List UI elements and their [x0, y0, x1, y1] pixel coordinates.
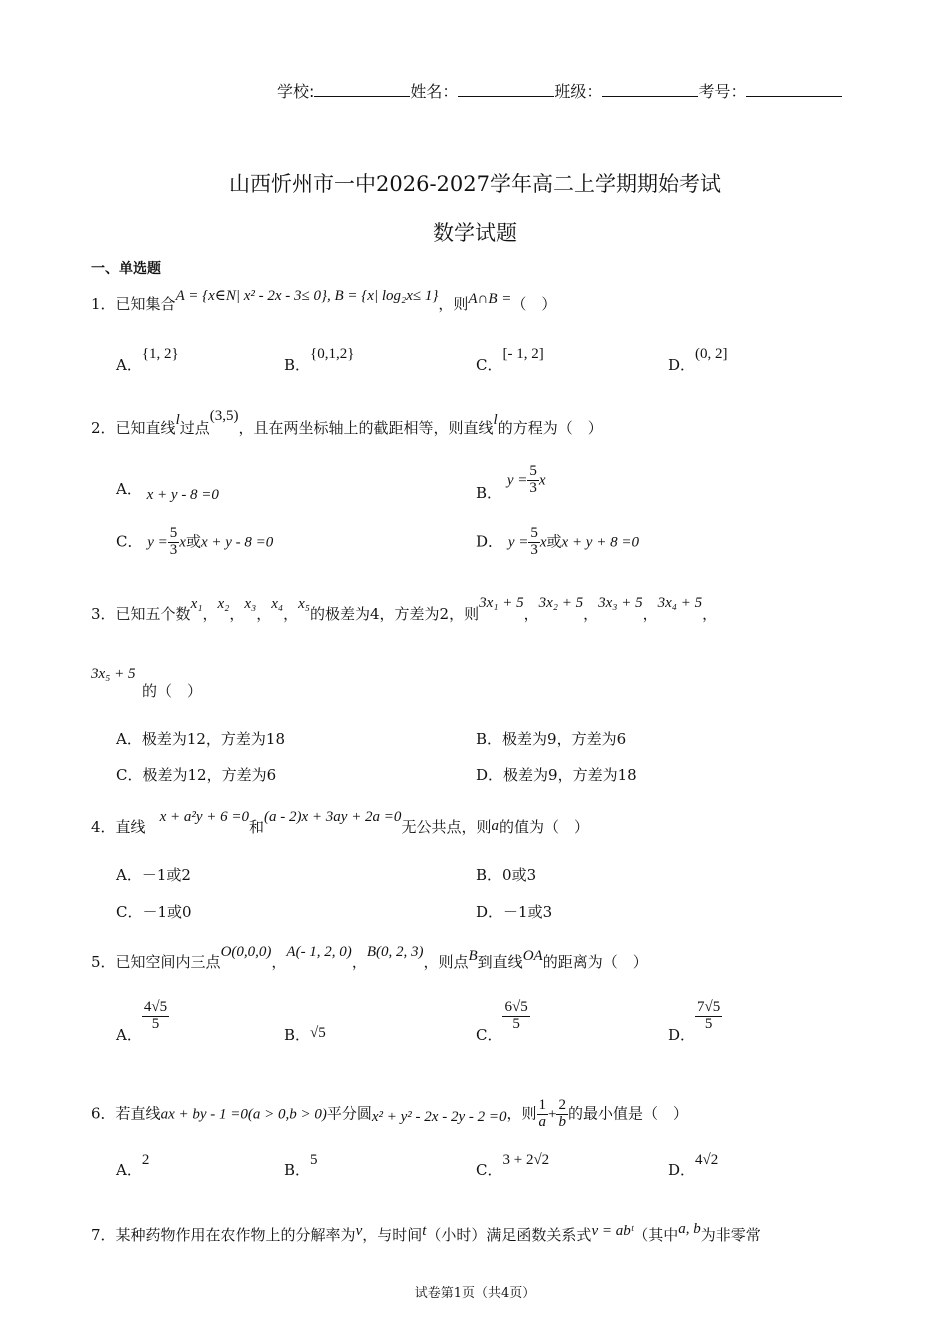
option-label: D． — [476, 903, 504, 921]
q5-text: 到直线 — [477, 953, 523, 971]
option-text: 极差为9，方差为6 — [502, 730, 627, 748]
q4-option-c[interactable] — [116, 901, 192, 922]
option-label: A． — [116, 730, 142, 748]
q5-point-o: O(0,0,0) — [220, 944, 272, 960]
q3-x4: x₄ — [271, 596, 284, 612]
q3-text: 的极差为4，方差为2，则 — [310, 605, 480, 623]
fraction-numerator: 2 — [558, 1097, 566, 1113]
q7-ab: a, b — [678, 1221, 701, 1237]
q1-option-d[interactable] — [668, 346, 728, 375]
option-label: D． — [476, 766, 504, 784]
q2-option-b[interactable] — [476, 463, 546, 503]
option-label: A． — [116, 866, 142, 884]
option-text: －1或2 — [141, 866, 191, 884]
option-label: A． — [116, 480, 142, 498]
q5-number: 5． — [91, 953, 116, 971]
option-label: C． — [476, 1026, 503, 1044]
q1-stem-post: ，则 — [438, 295, 469, 313]
option-label: C． — [116, 532, 143, 551]
option-label: B． — [476, 484, 503, 503]
q2-option-a[interactable] — [116, 478, 219, 503]
fraction-denominator: 5 — [151, 1015, 160, 1032]
q5-point-b: B(0, 2, 3) — [366, 944, 424, 960]
q6-option-a[interactable] — [116, 1152, 150, 1180]
q1-option-c[interactable] — [476, 346, 544, 375]
q3-text: 已知五个数 — [115, 605, 191, 623]
q3-expr-2: 3x₂ + 5 — [538, 595, 584, 611]
q5-option-d[interactable] — [668, 999, 722, 1044]
q4-line-1: x + a²y + 6 =0 — [159, 809, 249, 825]
q6-text: 的最小值是（ ） — [567, 1104, 688, 1123]
option-text: x + y - 8 =0 — [200, 534, 274, 551]
q3-option-c[interactable] — [116, 764, 276, 785]
q7-t: t — [422, 1223, 427, 1239]
question-6 — [91, 1098, 688, 1131]
q6-circle: x² + y² - 2x - 2y - 2 =0 — [371, 1109, 507, 1126]
page-footer: 试卷第1页（共4页） — [414, 1286, 536, 1301]
q7-text: （其中 — [633, 1226, 679, 1244]
q7-formula: v = abᵗ — [591, 1223, 634, 1239]
q1-set-b: , B = {x| log₂x≤ 1} — [327, 288, 439, 304]
option-text: √5 — [310, 1025, 326, 1041]
q3-tail: 的（ ） — [142, 682, 203, 700]
q2-text: ，且在两坐标轴上的截距相等，则直线 — [238, 419, 494, 437]
q5-text: 已知空间内三点 — [115, 953, 221, 971]
info-line — [277, 79, 842, 102]
option-text: x + y + 8 =0 — [561, 534, 639, 551]
q4-line-2: (a - 2)x + 3ay + 2a =0 — [264, 809, 402, 825]
option-label: C． — [116, 903, 143, 921]
option-text: [- 1, 2] — [502, 346, 544, 362]
q5-oa: OA — [522, 948, 543, 964]
q6-option-b[interactable] — [284, 1152, 318, 1180]
school-label: 学校: — [277, 82, 315, 101]
q1-paren: （ ） — [511, 295, 557, 313]
q2-line-l: l — [175, 412, 180, 428]
q2-number: 2． — [91, 419, 116, 437]
q1-option-b[interactable] — [284, 346, 355, 375]
q6-plus: + — [548, 1106, 557, 1123]
fraction-denominator: b — [558, 1113, 566, 1130]
q2-line-l: l — [493, 412, 498, 428]
fraction-denominator: 5 — [512, 1015, 520, 1032]
q6-text: ，则 — [506, 1104, 537, 1123]
q6-option-c[interactable] — [476, 1152, 550, 1180]
q6-line: ax + by - 1 =0(a > 0,b > 0) — [160, 1106, 327, 1123]
q3-option-b[interactable] — [476, 728, 626, 749]
q6-number: 6． — [91, 1104, 116, 1123]
name-label: 姓名： — [410, 82, 459, 101]
option-text: {0,1,2} — [310, 346, 355, 362]
q7-text: （小时）满足函数关系式 — [426, 1226, 592, 1244]
q3-number: 3． — [91, 605, 116, 623]
q3-expr: 3x₅ + 5 — [91, 666, 136, 682]
option-text: 2 — [141, 1152, 150, 1168]
fraction-numerator: 1 — [538, 1097, 546, 1113]
fraction-numerator: 4√5 — [143, 999, 168, 1015]
class-label: 班级： — [554, 82, 603, 101]
school-blank[interactable] — [314, 82, 410, 97]
q3-x1: x₁ — [190, 596, 203, 612]
fraction-denominator: 3 — [530, 541, 538, 558]
option-label: A． — [116, 1026, 142, 1044]
fraction-numerator: 5 — [169, 525, 178, 541]
q3-option-d[interactable] — [476, 764, 637, 785]
option-label: D． — [668, 1161, 696, 1179]
q2-text: 已知直线 — [115, 419, 176, 437]
option-text: －1或3 — [503, 903, 553, 921]
q3-expr-1: 3x₁ + 5 — [479, 595, 524, 611]
q1-number: 1． — [91, 295, 116, 313]
option-text: 4√2 — [695, 1152, 719, 1168]
q2-text: 的方程为（ ） — [497, 419, 603, 437]
option-text: －1或0 — [142, 903, 192, 921]
option-label: B． — [284, 1161, 311, 1179]
q3-expr-5 — [91, 664, 136, 683]
q7-text: ，与时间 — [362, 1226, 423, 1244]
option-text: x — [539, 534, 547, 551]
option-text: 0或3 — [502, 866, 537, 884]
question-4 — [91, 809, 589, 837]
q3-x5: x₅ — [298, 596, 310, 612]
q1-set-a: A = {x∈N| x² - 2x - 3≤ 0} — [175, 288, 327, 304]
option-text: x + y - 8 =0 — [146, 487, 219, 503]
q5-text: ，则点 — [423, 953, 469, 971]
question-2 — [91, 408, 603, 438]
section-heading: 一、单选题 — [91, 261, 161, 277]
option-label: B． — [476, 866, 503, 884]
class-blank[interactable] — [602, 82, 698, 97]
q6-option-d[interactable] — [668, 1152, 719, 1180]
option-text: x — [538, 472, 546, 489]
number-blank[interactable] — [746, 82, 842, 97]
q3-option-a[interactable] — [116, 728, 285, 749]
option-text: 3 + 2√2 — [502, 1152, 550, 1168]
q1-expression: A∩B = — [468, 291, 512, 307]
q4-text: 和 — [249, 818, 265, 836]
q4-text: 无公共点，则 — [401, 818, 492, 836]
question-3: 3．已知五个数x₁，x₂，x₃，x₄，x₅的极差为4，方差为2，则3x₁ + 5，3x₂ + 5，3x₃ + 5，3x₄ + 5， — [91, 595, 718, 623]
q2-option-c[interactable] — [116, 526, 273, 559]
q5-point-a: A(- 1, 2, 0) — [286, 944, 352, 960]
option-label: C． — [476, 356, 503, 374]
option-label: C． — [476, 1161, 503, 1179]
option-text: y = — [506, 472, 528, 489]
q4-text: 直线 — [115, 818, 146, 836]
fraction-denominator: 3 — [169, 541, 178, 558]
q3-expr-3: 3x₃ + 5 — [598, 595, 643, 611]
option-text: x — [179, 534, 186, 551]
q2-text: 过点 — [179, 419, 210, 437]
q4-option-b[interactable] — [476, 864, 536, 885]
fraction-denominator: 3 — [529, 479, 537, 496]
q4-text: 的值为（ ） — [498, 818, 589, 836]
q3-x3: x₃ — [244, 596, 257, 612]
q4-a: a — [491, 818, 499, 834]
q5-option-a[interactable] — [116, 999, 169, 1044]
q5-option-c[interactable] — [476, 999, 530, 1044]
q2-option-d[interactable] — [476, 526, 639, 559]
fraction-numerator: 5 — [529, 463, 537, 479]
option-text: {1, 2} — [141, 346, 179, 362]
option-label: B． — [284, 356, 311, 374]
q7-text: 为非零常 — [700, 1226, 761, 1244]
option-label: D． — [668, 356, 696, 374]
option-label: D． — [476, 532, 504, 551]
option-label: A． — [116, 356, 142, 374]
question-1 — [91, 288, 557, 314]
option-label: D． — [668, 1026, 696, 1044]
question-5: 5．已知空间内三点O(0,0,0)，A(- 1, 2, 0)，B(0, 2, 3)，则点B到直线OA的距离为（ ） — [91, 944, 648, 971]
q4-option-d[interactable] — [476, 901, 552, 922]
q1-option-a[interactable] — [116, 346, 179, 375]
q3-expr-4: 3x₄ + 5 — [657, 595, 703, 611]
question-7 — [91, 1221, 761, 1245]
option-label: B． — [476, 730, 503, 748]
option-text: y = — [507, 534, 529, 551]
q4-option-a[interactable] — [116, 864, 191, 885]
q5-b: B — [468, 948, 478, 964]
q4-number: 4． — [91, 818, 116, 836]
q6-text: 若直线 — [115, 1104, 161, 1123]
q5-option-b[interactable] — [284, 1024, 326, 1045]
page-subtitle: 数学试题 — [433, 221, 517, 245]
option-text: 5 — [310, 1152, 318, 1168]
q2-point: (3,5) — [209, 408, 239, 424]
q3-x2: x₂ — [217, 596, 230, 612]
option-text: 或 — [546, 532, 562, 551]
option-text: 极差为9，方差为18 — [503, 766, 637, 784]
page-title: 山西忻州市一中2026-2027学年高二上学期期始考试 — [229, 172, 721, 196]
option-text: 或 — [185, 532, 201, 551]
q7-number: 7． — [91, 1226, 116, 1244]
option-label: B． — [284, 1026, 311, 1044]
q5-text: 的距离为（ ） — [542, 953, 648, 971]
q7-text: 某种药物作用在农作物上的分解率为 — [115, 1226, 356, 1244]
fraction-numerator: 6√5 — [504, 999, 528, 1015]
option-text: (0, 2] — [695, 346, 728, 362]
q1-stem: 已知集合 — [115, 295, 176, 313]
fraction-denominator: 5 — [704, 1015, 713, 1032]
fraction-numerator: 5 — [530, 525, 538, 541]
option-text: y = — [147, 534, 168, 551]
q7-v: v — [355, 1223, 363, 1239]
option-label: A． — [116, 1161, 142, 1179]
option-text: 极差为12，方差为6 — [142, 766, 277, 784]
fraction-numerator: 7√5 — [697, 999, 721, 1015]
option-text: 极差为12，方差为18 — [141, 730, 286, 748]
fraction-denominator: a — [538, 1113, 546, 1130]
q6-text: 平分圆 — [326, 1104, 372, 1123]
name-blank[interactable] — [458, 82, 554, 97]
option-label: C． — [116, 766, 143, 784]
number-label: 考号： — [698, 82, 747, 101]
